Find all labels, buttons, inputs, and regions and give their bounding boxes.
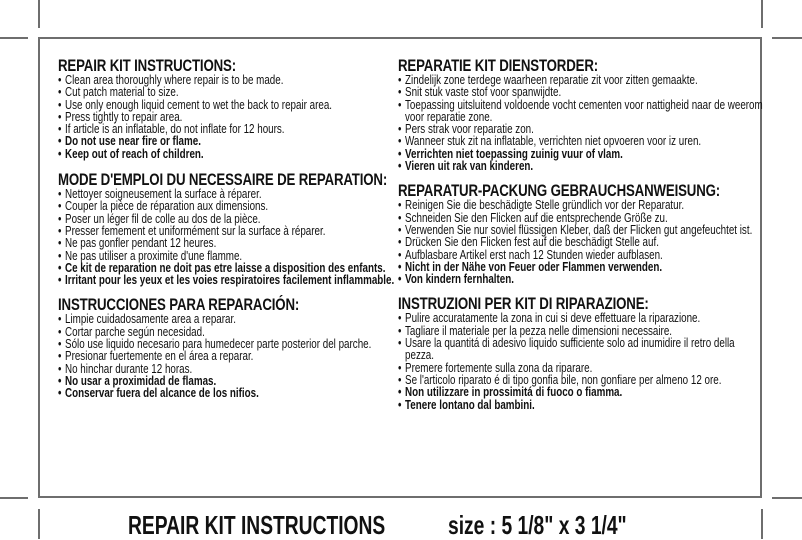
crop-mark-bottom-left-horizontal: [0, 497, 28, 499]
instruction-list: [58, 313, 398, 399]
list-item: • Nettoyer soigneusement la surface à réparer.: [58, 188, 404, 200]
list-item: • Non utilizzare in prossimitá di fuoco o fiamma.: [398, 386, 764, 398]
section-heading: INSTRUZIONI PER KIT DI RIPARAZIONE:: [398, 294, 649, 314]
footer-size-label: size : 5 1/8" x 3 1/4": [448, 510, 627, 540]
list-item: • Toepassing uitsluitend voldoende vocht cementen voor nattigheid naar de weerom voor reparatie zone.: [398, 99, 764, 124]
list-item: • Drücken Sie den Flicken fest auf die beschädigt Stelle auf.: [398, 236, 764, 248]
section-english: [58, 57, 398, 160]
list-item: • Presionar fuertemente en el área a reparar.: [58, 350, 404, 362]
right-column: [398, 56, 763, 421]
crop-mark-top-left-vertical: [38, 0, 40, 28]
list-item: • Clean area thoroughly where repair is to be made.: [58, 74, 404, 86]
instructions-label-box: [38, 37, 762, 498]
instruction-list: [398, 312, 758, 410]
section-heading: INSTRUCCIONES PARA REPARACIÓN:: [58, 295, 300, 315]
list-item: • Wanneer stuk zit na inflatable, verrichten niet opvoeren voor iz uren.: [398, 135, 764, 147]
list-item: • Press tightly to repair area.: [58, 111, 404, 123]
list-item: • Von kindern fernhalten.: [398, 273, 764, 285]
list-item: • Cortar parche según necesidad.: [58, 326, 404, 338]
list-item: • Se l'articolo riparato é di tipo gonfia bile, non gonfiare per almeno 12 ore.: [398, 374, 764, 386]
footer-title: REPAIR KIT INSTRUCTIONS: [128, 510, 386, 540]
instruction-list: [58, 74, 398, 160]
list-item: • Usare la quantitá di adesivo liquido sufficiente solo ad inumidire il retro della pezza.: [398, 337, 764, 362]
list-item: • Use only enough liquid cement to wet the back to repair area.: [58, 99, 404, 111]
list-item: • Pers strak voor reparatie zon.: [398, 123, 764, 135]
footer: [0, 508, 802, 539]
list-item: • Do not use near fire or flame.: [58, 135, 404, 147]
list-item: • Cut patch material to size.: [58, 86, 404, 98]
section-heading: MODE D'EMPLOI DU NECESSAIRE DE REPARATION:: [58, 170, 388, 190]
list-item: • Snit stuk vaste stof voor spanwijdte.: [398, 86, 764, 98]
section-italian: [398, 295, 758, 410]
section-french: [58, 171, 398, 286]
list-item: • Vieren uit rak van kinderen.: [398, 160, 764, 172]
list-item: • Ne pas utiliser a proximite d'une flamme.: [58, 250, 404, 262]
list-item: • Reinigen Sie die beschädigte Stelle gründlich vor der Reparatur.: [398, 199, 764, 211]
list-item: • Nicht in der Nähe von Feuer oder Flammen verwenden.: [398, 261, 764, 273]
list-item: • Pulire accuratamente la zona in cui si deve effettuare la riparazione.: [398, 312, 764, 324]
instruction-list: [398, 73, 763, 174]
list-item: • Sólo use liquido necesario para humedecer parte posterior del parche.: [58, 338, 404, 350]
list-item: • Conservar fuera del alcance de los nifios.: [58, 387, 404, 399]
list-item: • No usar a proximidad de flamas.: [58, 375, 404, 387]
crop-mark-top-right-horizontal: [772, 37, 802, 39]
list-item: • Premere fortemente sulla zona da riparare.: [398, 362, 764, 374]
section-heading: REPAIR KIT INSTRUCTIONS:: [58, 56, 236, 75]
section-heading: REPARATIE KIT DIENSTORDER:: [398, 56, 599, 75]
list-item: • Tenere lontano dal bambini.: [398, 399, 764, 411]
list-item: • Ce kit de reparation ne doit pas etre laisse a disposition des enfants.: [58, 262, 404, 274]
list-item: • Limpie cuidadosamente area a reparar.: [58, 313, 404, 325]
list-item: • Couper la pièce de réparation aux dimensions.: [58, 200, 404, 212]
section-heading: REPARATUR-PACKUNG GEBRAUCHSANWEISUNG:: [398, 181, 721, 201]
list-item: • If article is an inflatable, do not inflate for 12 hours.: [58, 123, 404, 135]
crop-mark-top-left-horizontal: [0, 37, 28, 39]
section-dutch: [398, 56, 763, 174]
list-item: • Aufblasbare Artikel erst nach 12 Stunden wieder aufblasen.: [398, 249, 764, 261]
list-item: • Verwenden Sie nur soviel flüssigen Kleber, daß der Flicken gut angefeuchtet ist.: [398, 224, 764, 236]
list-item: • Tagliare il materiale per la pezza nelle dimensioni necessaire.: [398, 325, 764, 337]
crop-mark-bottom-right-horizontal: [772, 497, 802, 499]
section-spanish: [58, 296, 398, 399]
list-item: • No hinchar durante 12 horas.: [58, 363, 404, 375]
instruction-list: [398, 199, 758, 285]
list-item: • Presser femement et uniformément sur la surface à réparer.: [58, 225, 404, 237]
instruction-list: [58, 188, 398, 286]
list-item: • Keep out of reach of children.: [58, 148, 404, 160]
list-item: • Ne pas gonfler pendant 12 heures.: [58, 237, 404, 249]
crop-mark-top-right-vertical: [761, 0, 763, 28]
list-item: • Zindelijk zone terdege waarheen reparatie zit voor zitten gemaakte.: [398, 74, 764, 86]
left-column: [58, 57, 398, 410]
list-item: • Irritant pour les yeux et les voies respiratoires facilement inflammable.: [58, 274, 404, 286]
list-item: • Verrichten niet toepassing zuinig vuur of vlam.: [398, 148, 764, 160]
section-german: [398, 182, 758, 285]
list-item: • Schneiden Sie den Flicken auf die entsprechende Größe zu.: [398, 212, 764, 224]
list-item: • Poser un léger fil de colle au dos de la pièce.: [58, 213, 404, 225]
